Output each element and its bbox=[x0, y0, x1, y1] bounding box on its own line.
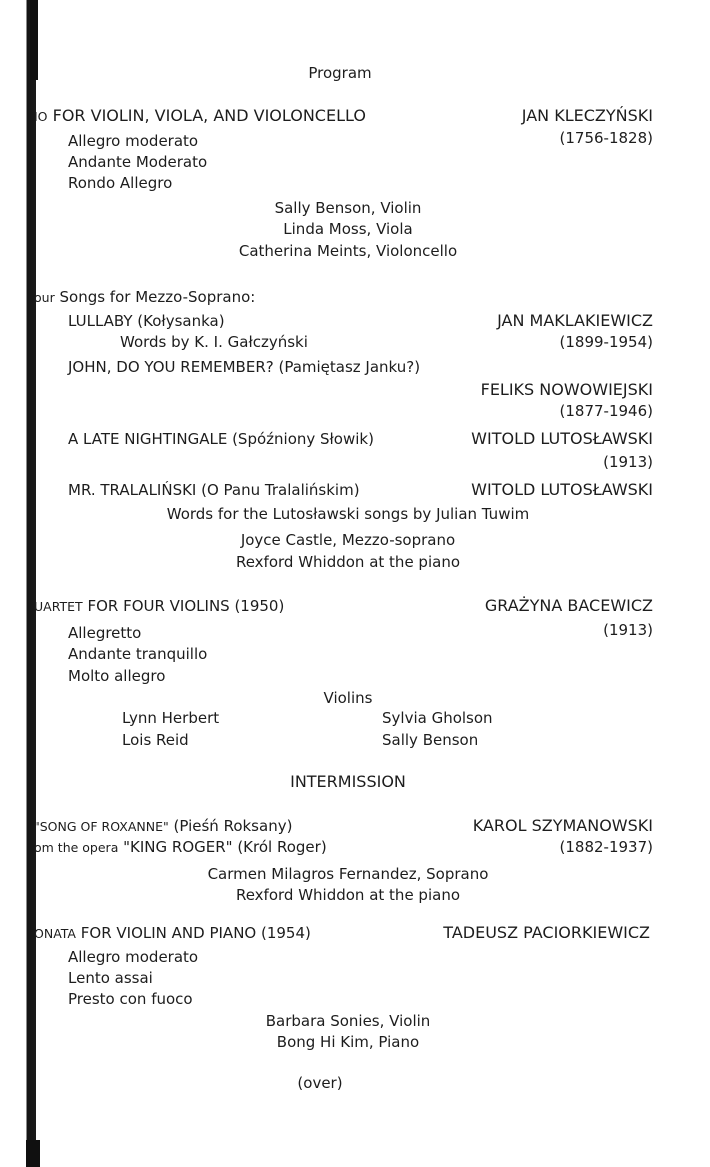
songs-note: Words for the Lutosławski songs by Julian Tuwim bbox=[166, 505, 530, 523]
movement: Allegro moderato bbox=[68, 948, 199, 966]
binding-mark-top bbox=[30, 0, 38, 80]
movement: Rondo Allegro bbox=[68, 174, 173, 192]
performer: Rexford Whiddon at the piano bbox=[235, 886, 461, 904]
work-subtitle-cut: om the opera bbox=[34, 840, 119, 855]
composer: GRAŻYNA BACEWICZ bbox=[484, 596, 653, 615]
composer: TADEUSZ PACIORKIEWICZ bbox=[443, 923, 650, 942]
movement: Molto allegro bbox=[68, 667, 166, 685]
performer: Bong Hi Kim, Piano bbox=[276, 1033, 420, 1051]
composer-dates: (1913) bbox=[603, 453, 653, 471]
work-title bbox=[34, 817, 292, 836]
movement: Lento assai bbox=[68, 969, 153, 987]
performer: Joyce Castle, Mezzo-soprano bbox=[240, 531, 456, 549]
binding-edge bbox=[0, 0, 36, 1167]
performer: Catherina Meints, Violoncello bbox=[238, 242, 458, 260]
song-title: MR. TRALALIŃSKI (O Panu Tralalińskim) bbox=[68, 481, 360, 499]
performer: Barbara Sonies, Violin bbox=[265, 1012, 431, 1030]
composer-dates: (1882-1937) bbox=[559, 838, 653, 856]
work-title-cut: IO bbox=[34, 109, 48, 124]
movement: Presto con fuoco bbox=[68, 990, 193, 1008]
work-title bbox=[34, 597, 284, 616]
performer: Rexford Whiddon at the piano bbox=[235, 553, 461, 571]
song-title: A LATE NIGHTINGALE (Spóźniony Słowik) bbox=[68, 430, 374, 448]
composer-dates: (1899-1954) bbox=[559, 333, 653, 351]
violinist: Lois Reid bbox=[122, 731, 189, 749]
composer: WITOLD LUTOSŁAWSKI bbox=[471, 429, 653, 448]
work-title bbox=[34, 924, 311, 943]
composer-dates: (1877-1946) bbox=[559, 402, 653, 420]
performer: Sally Benson, Violin bbox=[274, 199, 422, 217]
work-title bbox=[34, 107, 366, 126]
song-words: Words by K. I. Gałczyński bbox=[120, 333, 308, 351]
movement: Andante Moderato bbox=[68, 153, 208, 171]
violinist: Sally Benson bbox=[382, 731, 479, 749]
movement: Allegro moderato bbox=[68, 132, 199, 150]
work-title-cut: ONATA bbox=[34, 926, 76, 941]
work-title-cut: "SONG OF ROXANNE" bbox=[34, 819, 169, 834]
composer: WITOLD LUTOSŁAWSKI bbox=[471, 480, 653, 499]
section-heading-text: Songs for Mezzo-Soprano: bbox=[59, 288, 256, 306]
movement: Allegretto bbox=[68, 624, 142, 642]
binding-mark-bottom bbox=[26, 1140, 40, 1167]
intermission: INTERMISSION bbox=[290, 772, 406, 791]
work-title-text: FOR VIOLIN AND PIANO (1954) bbox=[80, 924, 311, 942]
composer: JAN KLECZYŃSKI bbox=[521, 106, 653, 125]
violins-label: Violins bbox=[323, 689, 373, 707]
section-heading bbox=[34, 288, 255, 307]
composer: KAROL SZYMANOWSKI bbox=[472, 816, 653, 835]
composer-dates: (1756-1828) bbox=[559, 129, 653, 147]
song-title: JOHN, DO YOU REMEMBER? (Pamiętasz Janku?) bbox=[68, 358, 421, 376]
composer: JAN MAKLAKIEWICZ bbox=[497, 311, 653, 330]
work-title-text: (Pieśń Roksany) bbox=[173, 817, 293, 835]
work-title-text: FOR VIOLIN, VIOLA, AND VIOLONCELLO bbox=[52, 106, 366, 125]
violinist: Sylvia Gholson bbox=[382, 709, 493, 727]
work-subtitle-text: "KING ROGER" (Król Roger) bbox=[123, 838, 327, 856]
movement: Andante tranquillo bbox=[68, 645, 208, 663]
page-footer: (over) bbox=[297, 1074, 343, 1092]
song-title: LULLABY (Kołysanka) bbox=[68, 312, 225, 330]
performer: Linda Moss, Viola bbox=[283, 220, 413, 238]
work-title-text: FOR FOUR VIOLINS (1950) bbox=[87, 597, 285, 615]
work-title-cut: UARTET bbox=[34, 599, 83, 614]
work-subtitle bbox=[34, 838, 327, 857]
section-heading-cut: our bbox=[34, 290, 55, 305]
performer: Carmen Milagros Fernandez, Soprano bbox=[207, 865, 489, 883]
violinist: Lynn Herbert bbox=[122, 709, 220, 727]
page-title: Program bbox=[308, 64, 372, 82]
composer: FELIKS NOWOWIEJSKI bbox=[480, 380, 653, 399]
composer-dates: (1913) bbox=[603, 621, 653, 639]
